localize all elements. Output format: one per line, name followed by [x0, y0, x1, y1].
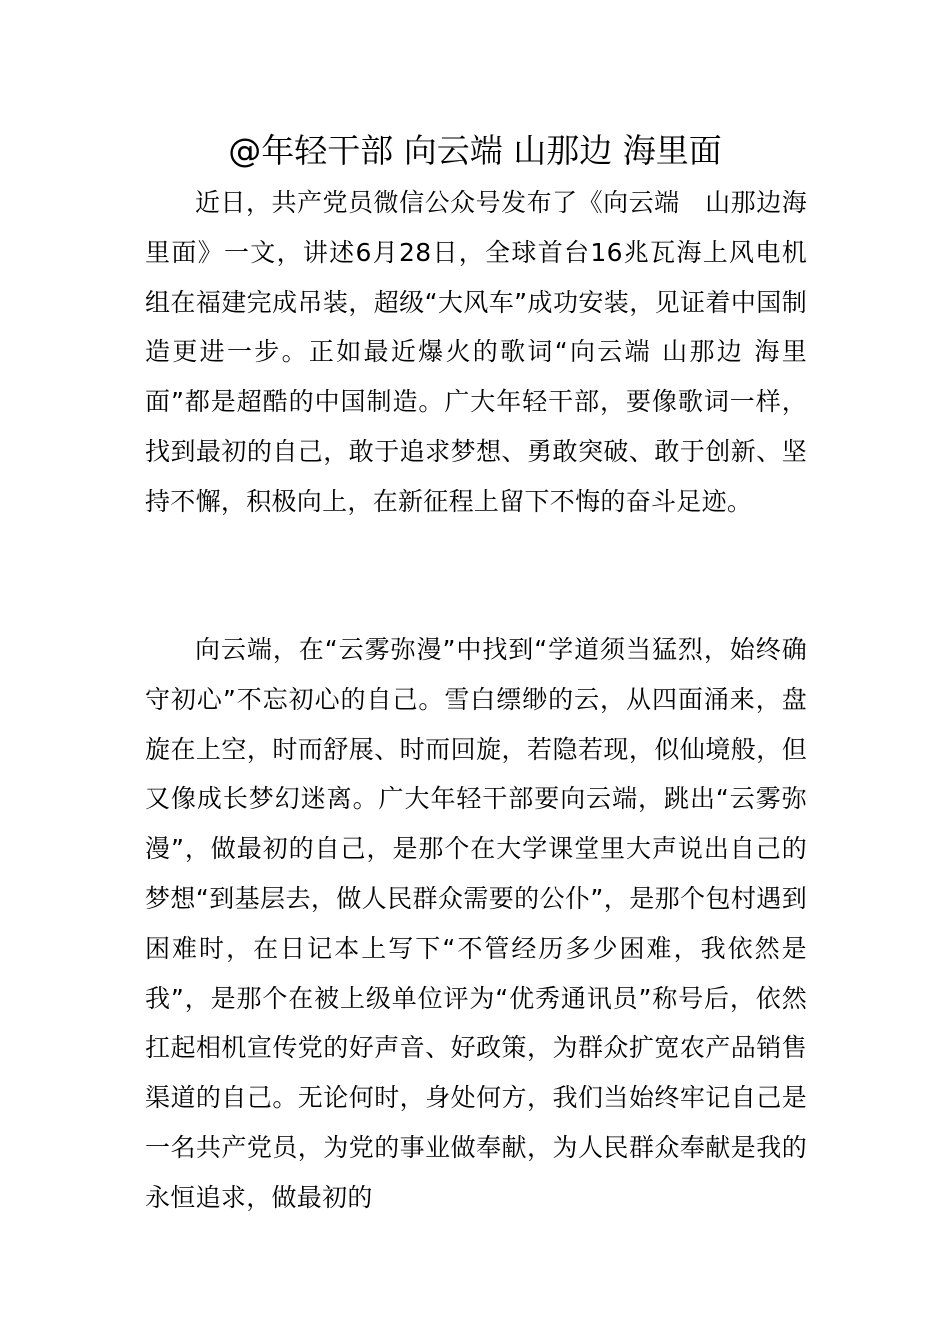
- paragraph-cloud: 向云端，在“云雾弥漫”中找到“学道须当猛烈，始终确守初心”不忘初心的自己。雪白缥缈的云，从四面涌来，盘旋在上空，时而舒展、时而回旋，若隐若现，似仙境般，但又像成长梦幻迷离。广大年轻干部要向云端，跳出“云雾弥漫”，做最初的自己，是那个在大学课堂里大声说出自己的梦想“到基层去，做人民群众需要的公仆”，是那个包村遇到困难时，在日记本上写下“不管经历多少困难，我依然是我”，是那个在被上级单位评为“优秀通讯员”称号后，依然扛起相机宣传党的好声音、好政策，为群众扩宽农产品销售渠道的自己。无论何时，身处何方，我们当始终牢记自己是一名共产党员，为党的事业做奉献，为人民群众奉献是我的永恒追求，做最初的: [145, 635, 807, 1212]
- document-title: @年轻干部 向云端 山那边 海里面: [228, 131, 722, 170]
- paragraph-intro: 近日，共产党员微信公众号发布了《向云端 山那边海里面》一文，讲述6月28日，全球首台16兆瓦海上风电机组在福建完成吊装，超级“大风车”成功安装，见证着中国制造更进一步。正如最近爆火的歌词“向云端 山那边 海里面”都是超酷的中国制造。广大年轻干部，要像歌词一样，找到最初的自己，敢于追求梦想、勇敢突破、敢于创新、坚持不懈，积极向上，在新征程上留下不悔的奋斗足迹。: [145, 188, 807, 516]
